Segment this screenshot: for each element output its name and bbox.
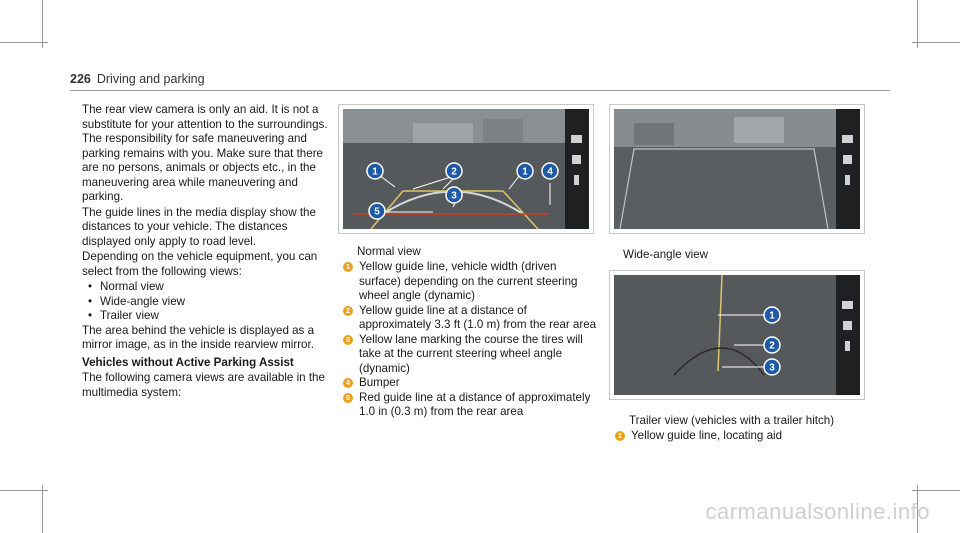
trailer-view-caption: Trailer view (vehicles with a trailer hitch) <box>629 414 835 427</box>
paragraph: Depending on the vehicle equipment, you can select from the following views: <box>82 250 318 278</box>
crop-mark <box>42 0 43 48</box>
trailer-view-legend <box>613 429 869 444</box>
legend-item: 1 Yellow guide line, vehicle width (driven surface) depending on the current steering wheel angle (dynamic) <box>341 260 597 304</box>
callout-5 <box>369 203 385 219</box>
callout-1 <box>764 307 780 323</box>
wide-angle-figure <box>609 104 865 234</box>
legend-item: 4 Bumper <box>341 376 597 391</box>
svg-text:1: 1 <box>769 310 775 322</box>
number-badge: 5 <box>343 393 353 403</box>
watermark: carmanualsonline.info <box>705 499 930 524</box>
legend-item: 3 Yellow lane marking the course the tires will take at the current steering wheel angle (dynamic) <box>341 333 597 377</box>
wide-angle-caption: Wide-angle view <box>623 248 709 261</box>
subheading: Vehicles without Active Parking Assist <box>82 355 294 369</box>
crop-mark <box>0 490 48 491</box>
svg-text:3: 3 <box>769 362 775 374</box>
svg-text:1: 1 <box>372 166 378 178</box>
callout-4 <box>542 163 558 179</box>
camera-screen <box>614 275 860 395</box>
intro-text-column <box>82 103 328 401</box>
legend-item: 2 Yellow guide line at a distance of approximately 3.3 ft (1.0 m) from the rear area <box>341 304 597 333</box>
callout-3 <box>446 187 462 203</box>
camera-screen <box>343 109 589 229</box>
paragraph: The area behind the vehicle is displayed as a mirror image, as in the inside rearview mirror. <box>82 323 315 351</box>
legend-item: 5 Red guide line at a distance of approximately 1.0 in (0.3 m) from the rear area <box>341 391 597 420</box>
svg-text:1: 1 <box>522 166 528 178</box>
crop-mark <box>0 42 48 43</box>
normal-view-legend <box>341 260 597 420</box>
svg-text:2: 2 <box>451 166 457 178</box>
number-badge: 2 <box>343 306 353 316</box>
crop-mark <box>912 42 960 43</box>
paragraph: The guide lines in the media display show the distances to your vehicle. The distances displayed only apply to road level. <box>82 205 316 248</box>
crop-mark <box>917 0 918 48</box>
number-badge: 4 <box>343 378 353 388</box>
trailer-view-figure <box>609 270 865 400</box>
crop-mark <box>42 485 43 533</box>
crop-mark <box>912 490 960 491</box>
list-item: • Normal view <box>82 280 328 295</box>
legend-item: 1 Yellow guide line, locating aid <box>613 429 869 444</box>
view-list <box>82 280 328 324</box>
number-badge: 3 <box>343 335 353 345</box>
svg-text:2: 2 <box>769 340 775 352</box>
number-badge: 1 <box>343 262 353 272</box>
page-header <box>70 72 205 86</box>
callout-2 <box>764 337 780 353</box>
number-badge: 1 <box>615 431 625 441</box>
header-divider <box>70 90 890 91</box>
camera-image <box>343 109 589 229</box>
callout-2 <box>446 163 462 179</box>
callout-3 <box>764 359 780 375</box>
svg-text:3: 3 <box>451 190 457 202</box>
section-title: Driving and parking <box>96 72 205 86</box>
normal-view-figure <box>338 104 594 234</box>
normal-view-caption: Normal view <box>357 245 421 258</box>
svg-text:4: 4 <box>547 166 553 178</box>
list-item: • Wide-angle view <box>82 295 328 310</box>
camera-image <box>614 109 860 229</box>
list-item: • Trailer view <box>82 309 328 324</box>
camera-screen <box>614 109 860 229</box>
callout-1 <box>367 163 383 179</box>
svg-text:5: 5 <box>374 206 380 218</box>
paragraph: The following camera views are available in the multimedia system: <box>82 371 325 399</box>
callout-1 <box>517 163 533 179</box>
paragraph: The rear view camera is only an aid. It is not a substitute for your attention to the surroundings. The responsibility for safe maneuvering and parking remains with you. Make sure that there are no persons, animals or objects etc., in the maneuvering area while maneuvering and parking. <box>82 103 328 203</box>
page-number: 226 <box>70 72 91 86</box>
camera-image <box>614 275 860 395</box>
